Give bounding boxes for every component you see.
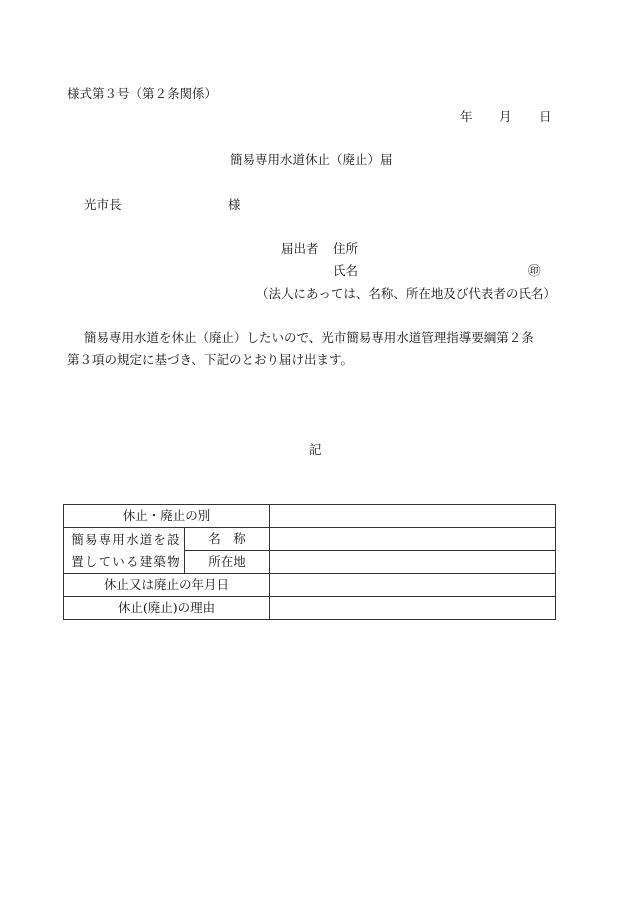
addressee-honorific: 様 <box>228 197 241 212</box>
applicant-label: 届出者 <box>281 241 319 256</box>
notification-table <box>63 504 556 620</box>
table-row <box>64 574 556 597</box>
table-label-building-location: 所在地 <box>185 551 270 574</box>
date-month-label: 月 <box>499 109 512 124</box>
table-label-building-line-2: 置している建築物 <box>71 553 181 569</box>
ki-heading: 記 <box>309 442 322 457</box>
table-label-building-name: 名 称 <box>185 528 270 551</box>
table-value-building-location[interactable] <box>270 551 556 574</box>
date-year-label: 年 <box>460 109 473 124</box>
body-text-line-2: 第３項の規定に基づき、下記のとおり届け出ます。 <box>67 352 354 367</box>
applicant-name-label: 氏名 <box>333 263 359 278</box>
table-label-suspension-type: 休止・廃止の別 <box>64 505 270 528</box>
table-value-building-name[interactable] <box>270 528 556 551</box>
document-title: 簡易専用水道休止（廃止）届 <box>230 152 393 167</box>
table-row <box>64 528 556 551</box>
table-label-building-line-1: 簡易専用水道を設 <box>71 531 181 547</box>
date-day-label: 日 <box>539 109 552 124</box>
addressee-name: 光市長 <box>84 197 122 212</box>
body-text-line-1: 簡易専用水道を休止（廃止）したいので、光市簡易専用水道管理指導要綱第２条 <box>84 330 534 345</box>
table-row <box>64 505 556 528</box>
applicant-address-label: 住所 <box>333 241 359 256</box>
table-row <box>64 597 556 620</box>
table-label-date: 休止又は廃止の年月日 <box>64 574 270 597</box>
table-label-building <box>64 528 185 574</box>
seal-mark: ㊞ <box>528 263 541 278</box>
corporate-note: （法人にあっては、名称、所在地及び代表者の氏名） <box>256 286 556 301</box>
table-value-suspension-type[interactable] <box>270 505 556 528</box>
table-value-reason[interactable] <box>270 597 556 620</box>
table-value-date[interactable] <box>270 574 556 597</box>
table-label-reason: 休止(廃止)の理由 <box>64 597 270 620</box>
form-number: 様式第３号（第２条関係） <box>67 86 218 101</box>
